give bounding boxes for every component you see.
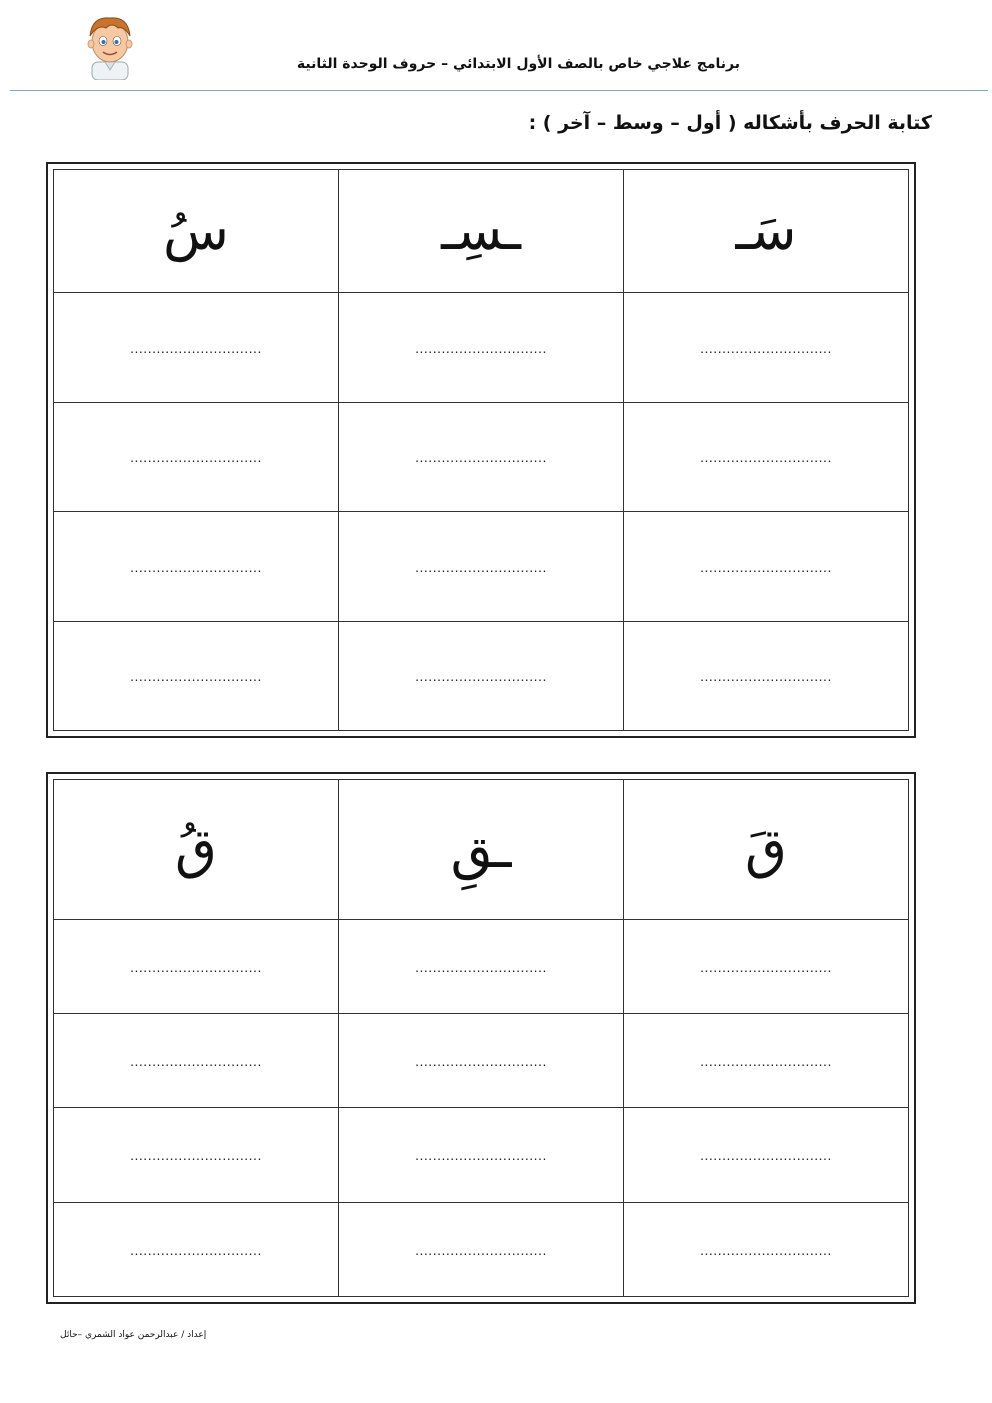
worksheet-table-2 <box>46 772 916 1304</box>
writing-cell[interactable] <box>54 512 339 621</box>
dotted-line: .............................. <box>130 1053 262 1070</box>
page-header-title: برنامج علاجي خاص بالصف الأول الابتدائي – حروف الوحدة الثانية <box>296 56 740 72</box>
dotted-line: .............................. <box>700 1147 832 1164</box>
dotted-line: .............................. <box>130 558 262 575</box>
letter-grid-2 <box>53 779 909 1297</box>
worksheet-table-1 <box>46 162 916 738</box>
letter-cell-final: سُ <box>54 170 339 293</box>
dotted-line: .............................. <box>700 1053 832 1070</box>
dotted-line: .............................. <box>415 668 547 685</box>
table-row <box>54 170 909 293</box>
writing-cell[interactable] <box>339 293 624 402</box>
writing-cell[interactable] <box>624 293 909 402</box>
writing-cell[interactable] <box>339 1202 624 1296</box>
dotted-line: .............................. <box>130 668 262 685</box>
table-row <box>54 621 909 730</box>
letter-cell-medial: ـقِ <box>339 780 624 920</box>
table-row <box>54 402 909 511</box>
dotted-line: .............................. <box>130 958 262 975</box>
table-row <box>54 1013 909 1107</box>
footer-credit: إعداد / عبدالرحمن عواد الشمري –حائل <box>60 1330 207 1340</box>
writing-cell[interactable] <box>624 919 909 1013</box>
letter-cell-initial: سَـ <box>624 170 909 293</box>
writing-cell[interactable] <box>54 621 339 730</box>
dotted-line: .............................. <box>130 1147 262 1164</box>
dotted-line: .............................. <box>415 1241 547 1258</box>
dotted-line: .............................. <box>415 1147 547 1164</box>
table-row <box>54 293 909 402</box>
dotted-line: .............................. <box>415 340 547 357</box>
writing-cell[interactable] <box>339 1013 624 1107</box>
table-row <box>54 780 909 920</box>
writing-cell[interactable] <box>54 919 339 1013</box>
dotted-line: .............................. <box>415 449 547 466</box>
writing-cell[interactable] <box>339 402 624 511</box>
table-row <box>54 1108 909 1202</box>
letter-cell-initial: قَ <box>624 780 909 920</box>
writing-cell[interactable] <box>54 402 339 511</box>
dotted-line: .............................. <box>415 1053 547 1070</box>
header-divider <box>10 90 988 91</box>
writing-cell[interactable] <box>624 1108 909 1202</box>
dotted-line: .............................. <box>130 340 262 357</box>
letter-cell-medial: ـسِـ <box>339 170 624 293</box>
table-row <box>54 919 909 1013</box>
dotted-line: .............................. <box>415 958 547 975</box>
writing-cell[interactable] <box>54 1108 339 1202</box>
writing-cell[interactable] <box>54 293 339 402</box>
dotted-line: .............................. <box>700 958 832 975</box>
letter-grid-1 <box>53 169 909 731</box>
writing-cell[interactable] <box>624 402 909 511</box>
writing-cell[interactable] <box>339 621 624 730</box>
dotted-line: .............................. <box>700 1241 832 1258</box>
writing-cell[interactable] <box>54 1013 339 1107</box>
writing-cell[interactable] <box>339 1108 624 1202</box>
dotted-line: .............................. <box>700 340 832 357</box>
writing-cell[interactable] <box>624 512 909 621</box>
table-row <box>54 1202 909 1296</box>
writing-cell[interactable] <box>339 512 624 621</box>
letter-cell-final: قُ <box>54 780 339 920</box>
writing-cell[interactable] <box>624 1013 909 1107</box>
dotted-line: .............................. <box>415 558 547 575</box>
dotted-line: .............................. <box>130 449 262 466</box>
dotted-line: .............................. <box>700 449 832 466</box>
boy-avatar-icon <box>78 10 142 80</box>
dotted-line: .............................. <box>130 1241 262 1258</box>
table-row <box>54 512 909 621</box>
writing-cell[interactable] <box>339 919 624 1013</box>
writing-cell[interactable] <box>54 1202 339 1296</box>
dotted-line: .............................. <box>700 558 832 575</box>
dotted-line: .............................. <box>700 668 832 685</box>
writing-cell[interactable] <box>624 621 909 730</box>
instruction-text: كتابة الحرف بأشكاله ( أول – وسط – آخر ) : <box>528 112 932 134</box>
writing-cell[interactable] <box>624 1202 909 1296</box>
